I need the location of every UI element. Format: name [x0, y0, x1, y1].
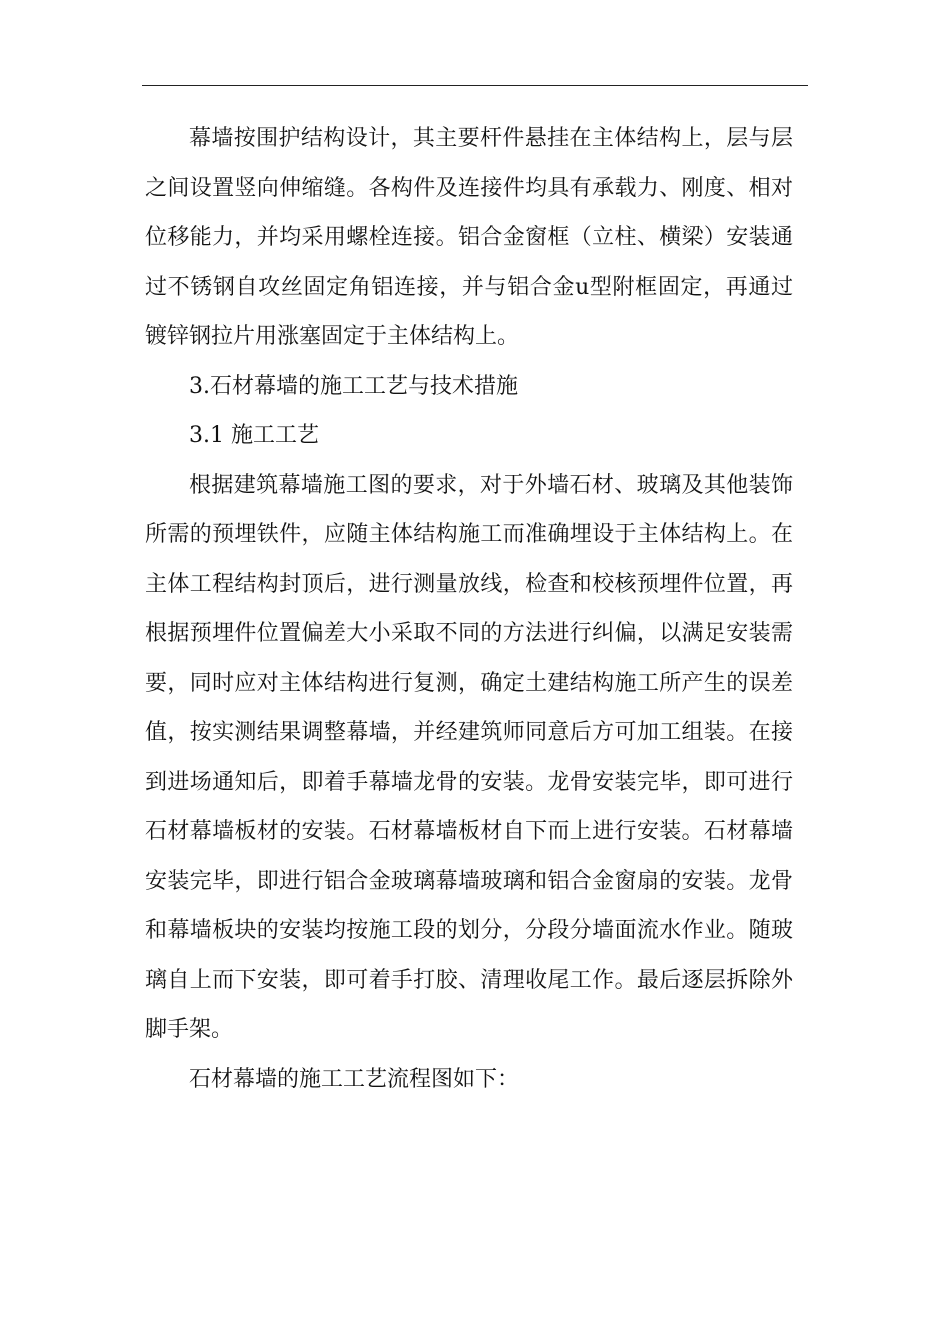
- header-rule: [142, 85, 808, 86]
- document-body: [145, 114, 793, 1104]
- paragraph-structure-design: 幕墙按围护结构设计，其主要杆件悬挂在主体结构上，层与层之间设置竖向伸缩缝。各构件及连接件均具有承载力、刚度、相对位移能力，并均采用螺栓连接。铝合金窗框（立柱、横梁）安装通过不锈钢自攻丝固定角铝连接，并与铝合金u型附框固定，再通过镀锌钢拉片用涨塞固定于主体结构上。: [145, 126, 793, 349]
- paragraph-flowchart-intro: 石材幕墙的施工工艺流程图如下：: [189, 1066, 520, 1092]
- paragraph-construction-process: 根据建筑幕墙施工图的要求，对于外墙石材、玻璃及其他装饰所需的预埋铁件，应随主体结构施工而准确埋设于主体结构上。在主体工程结构封顶后，进行测量放线，检查和校核预埋件位置，再根据预埋件位置偏差大小采取不同的方法进行纠偏，以满足安装需要，同时应对主体结构进行复测，确定土建结构施工所产生的误差值，按实测结果调整幕墙，并经建筑师同意后方可加工组装。在接到进场通知后，即着手幕墙龙骨的安装。龙骨安装完毕，即可进行石材幕墙板材的安装。石材幕墙板材自下而上进行安装。石材幕墙安装完毕，即进行铝合金玻璃幕墙玻璃和铝合金窗扇的安装。龙骨和幕墙板块的安装均按施工段的划分，分段分墙面流水作业。随玻璃自上而下安装，即可着手打胶、清理收尾工作。最后逐层拆除外脚手架。: [145, 472, 793, 1042]
- section-heading: 3.石材幕墙的施工工艺与技术措施: [189, 373, 518, 399]
- subsection-heading: 3.1 施工工艺: [189, 423, 319, 448]
